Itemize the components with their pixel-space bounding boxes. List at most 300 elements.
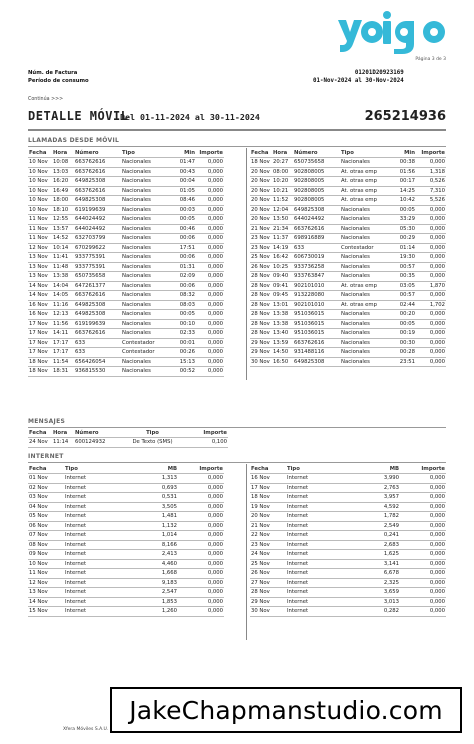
cell-amount: 0,000: [207, 608, 223, 615]
cell-number: 633: [75, 349, 86, 356]
call-row: [250, 186, 446, 196]
cell-date: 17 Nov: [29, 349, 48, 356]
cell-number: 632703799: [75, 235, 106, 242]
cell-amount: 0,000: [207, 541, 223, 548]
cell-type: Nacionales: [122, 168, 151, 175]
col-numero: Número: [75, 149, 99, 156]
internet-row: [250, 578, 446, 588]
cell-minutes: 00:06: [179, 254, 195, 261]
cell-date: 10 Nov: [29, 168, 48, 175]
cell-minutes: 00:10: [179, 320, 195, 327]
cell-type: Internet: [65, 494, 87, 501]
call-row: [28, 272, 224, 282]
cell-type: Internet: [65, 579, 87, 586]
cell-amount: 0,000: [207, 503, 223, 510]
cell-amount: 0,000: [207, 339, 223, 346]
cell-minutes: 00:06: [179, 235, 195, 242]
cell-type: Internet: [287, 494, 309, 501]
cell-date: 26 Nov: [251, 263, 270, 270]
cell-type: Internet: [287, 522, 309, 529]
cell-amount: 0,000: [429, 330, 445, 337]
call-row: [28, 224, 224, 234]
cell-date: 08 Nov: [29, 541, 48, 548]
cell-time: 09:40: [273, 273, 289, 280]
cell-time: 09:41: [273, 282, 289, 289]
call-row: [28, 253, 224, 263]
cell-date: 16 Nov: [29, 311, 48, 318]
cell-type: Contestador: [341, 244, 374, 251]
cell-amount: 0,000: [207, 320, 223, 327]
cell-mb: 2,549: [383, 522, 399, 529]
cell-date: 20 Nov: [251, 513, 270, 520]
internet-column-divider: [246, 464, 247, 640]
cell-date: 25 Nov: [251, 560, 270, 567]
cell-type: Nacionales: [341, 320, 370, 327]
cell-type: Nacionales: [341, 216, 370, 223]
col-hora: Hora: [273, 149, 288, 156]
col-min: Min: [404, 149, 415, 156]
cell-number: 663762616: [75, 159, 106, 166]
cell-type: Contestador: [122, 339, 155, 346]
cell-minutes: 08:46: [179, 197, 195, 204]
cell-amount: 0,000: [429, 358, 445, 365]
cell-mb: 3,141: [383, 560, 399, 567]
cell-number: 650735658: [75, 273, 106, 280]
cell-time: 18:31: [53, 368, 69, 375]
cell-date: 10 Nov: [29, 197, 48, 204]
cell-mb: 1,260: [161, 608, 177, 615]
cell-type: Nacionales: [122, 320, 151, 327]
cell-mb: 9,183: [161, 579, 177, 586]
cell-amount: 0,000: [429, 503, 445, 510]
cell-date: 10 Nov: [29, 560, 48, 567]
cell-date: 04 Nov: [29, 503, 48, 510]
messages-table: [28, 428, 228, 448]
cell-type: Nacionales: [122, 263, 151, 270]
cell-time: 21:34: [273, 225, 289, 232]
cell-date: 16 Nov: [29, 301, 48, 308]
cell-amount: 0,000: [429, 598, 445, 605]
cell-amount: 5,526: [429, 197, 445, 204]
cell-type: Nacionales: [122, 292, 151, 299]
cell-time: 11:48: [53, 263, 69, 270]
cell-amount: 0,000: [207, 475, 223, 482]
cell-number: 902101010: [294, 301, 325, 308]
cell-amount: 0,000: [207, 494, 223, 501]
call-row: [250, 310, 446, 320]
cell-type: Internet: [65, 608, 87, 615]
cell-date: 30 Nov: [251, 608, 270, 615]
cell-time: 11:37: [273, 235, 289, 242]
cell-minutes: 00:05: [179, 216, 195, 223]
call-row: [250, 205, 446, 215]
cell-time: 14:52: [53, 235, 69, 242]
cell-date: 20 Nov: [251, 206, 270, 213]
internet-row: [250, 474, 446, 484]
cell-number: 933775391: [75, 263, 106, 270]
cell-time: 14:50: [273, 349, 289, 356]
call-row: [28, 291, 224, 301]
cell-mb: 0,693: [161, 484, 177, 491]
cell-type: Nacionales: [122, 187, 151, 194]
cell-amount: 0,000: [207, 349, 223, 356]
cell-minutes: 00:06: [179, 282, 195, 289]
cell-date: 20 Nov: [251, 187, 270, 194]
cell-amount: 0,000: [429, 292, 445, 299]
cell-mb: 2,325: [383, 579, 399, 586]
cell-time: 13:01: [273, 301, 289, 308]
cell-type: Internet: [287, 560, 309, 567]
cell-amount: 0,000: [429, 589, 445, 596]
call-row: [250, 234, 446, 244]
cell-type: Internet: [65, 475, 87, 482]
cell-date: 03 Nov: [29, 494, 48, 501]
cell-amount: 0,000: [207, 330, 223, 337]
calls-column-divider: [246, 148, 247, 380]
call-row: [250, 357, 446, 367]
cell-minutes: 19:30: [399, 254, 415, 261]
calls-section-divider: [28, 146, 446, 147]
cell-date: 28 Nov: [251, 320, 270, 327]
cell-minutes: 01:56: [399, 168, 415, 175]
cell-number: 647261377: [75, 282, 106, 289]
cell-number: 650735658: [294, 159, 325, 166]
cell-number: 902808005: [294, 178, 325, 185]
cell-amount: 0,000: [429, 484, 445, 491]
cell-minutes: 03:05: [399, 282, 415, 289]
cell-number: 649825308: [75, 311, 106, 318]
cell-amount: 1,318: [429, 168, 445, 175]
cell-type: At. otras emp: [341, 301, 377, 308]
cell-type: Internet: [65, 560, 87, 567]
cell-type: Internet: [287, 513, 309, 520]
cell-minutes: 01:47: [179, 159, 195, 166]
cell-number: 663762616: [75, 168, 106, 175]
cell-type: Nacionales: [122, 330, 151, 337]
cell-type: Internet: [65, 522, 87, 529]
cell-type: Nacionales: [341, 159, 370, 166]
cell-minutes: 00:01: [179, 339, 195, 346]
cell-time: 14:11: [53, 330, 69, 337]
cell-date: 28 Nov: [251, 311, 270, 318]
call-row: [28, 205, 224, 215]
detail-date-range: Del 01-11-2024 al 30-11-2024: [120, 112, 260, 122]
internet-row: [250, 483, 446, 493]
call-row: [28, 319, 224, 329]
col-tipo: Tipo: [341, 149, 354, 156]
cell-date: 01 Nov: [29, 475, 48, 482]
cell-number: 649825308: [75, 197, 106, 204]
cell-amount: 0,000: [429, 254, 445, 261]
cell-date: 18 Nov: [251, 159, 270, 166]
col-importe: Importe: [421, 465, 445, 472]
cell-mb: 3,505: [161, 503, 177, 510]
cell-type: At. otras emp: [341, 187, 377, 194]
cell-date: 25 Nov: [251, 254, 270, 261]
cell-number: 931488116: [294, 349, 325, 356]
cell-amount: 0,000: [207, 551, 223, 558]
internet-row: [28, 540, 224, 550]
cell-amount: 0,000: [429, 532, 445, 539]
cell-type: Internet: [65, 541, 87, 548]
cell-minutes: 00:03: [179, 206, 195, 213]
col-fecha: Fecha: [251, 149, 269, 156]
cell-type: Internet: [65, 551, 87, 558]
internet-table-left: [28, 464, 224, 617]
cell-mb: 8,166: [161, 541, 177, 548]
cell-time: 10:08: [53, 159, 69, 166]
cell-time: 12:04: [273, 206, 289, 213]
cell-mb: 6,678: [383, 570, 399, 577]
cell-type: Nacionales: [122, 235, 151, 242]
cell-amount: 0,000: [207, 513, 223, 520]
cell-date: 11 Nov: [29, 235, 48, 242]
cell-amount: 0,000: [429, 513, 445, 520]
call-row: [28, 177, 224, 187]
cell-type: Internet: [287, 579, 309, 586]
cell-number: 933775391: [75, 254, 106, 261]
cell-number: 663762616: [75, 187, 106, 194]
cell-mb: 1,014: [161, 532, 177, 539]
cell-number: 933736258: [294, 263, 325, 270]
watermark-banner: JakeChapmanstudio.com: [110, 687, 462, 733]
internet-row: [28, 550, 224, 560]
cell-amount: 0,000: [207, 570, 223, 577]
cell-amount: 0,000: [429, 273, 445, 280]
cell-type: At. otras emp: [341, 178, 377, 185]
cell-time: 11:41: [53, 254, 69, 261]
cell-date: 14 Nov: [29, 292, 48, 299]
cell-minutes: 00:57: [399, 292, 415, 299]
cell-date: 17 Nov: [251, 484, 270, 491]
cell-type: Internet: [287, 484, 309, 491]
cell-mb: 3,957: [383, 494, 399, 501]
internet-row: [250, 531, 446, 541]
cell-minutes: 14:25: [399, 187, 415, 194]
cell-time: 10:14: [53, 244, 69, 251]
cell-type: Nacionales: [122, 206, 151, 213]
cell-mb: 2,763: [383, 484, 399, 491]
cell-number: 902101010: [294, 282, 325, 289]
col-fecha: Fecha: [29, 429, 47, 436]
cell-time: 10:21: [273, 187, 289, 194]
cell-date: 18 Nov: [29, 358, 48, 365]
cell-time: 13:50: [273, 216, 289, 223]
cell-amount: 0,000: [207, 292, 223, 299]
cell-time: 20:27: [273, 159, 289, 166]
cell-number: 933763847: [294, 273, 325, 280]
cell-time: 13:40: [273, 330, 289, 337]
calls-section-title: LLAMADAS DESDE MÓVIL: [28, 137, 120, 144]
cell-mb: 1,625: [383, 551, 399, 558]
col-min: Min: [184, 149, 195, 156]
internet-row: [250, 512, 446, 522]
cell-date: 09 Nov: [29, 551, 48, 558]
cell-type: Nacionales: [122, 178, 151, 185]
call-row: [250, 224, 446, 234]
cell-amount: 0,000: [207, 484, 223, 491]
cell-date: 28 Nov: [251, 301, 270, 308]
cell-date: 15 Nov: [29, 608, 48, 615]
cell-type: Internet: [65, 598, 87, 605]
cell-type: Nacionales: [341, 254, 370, 261]
title-divider: [28, 129, 446, 131]
continued-label: Continúa >>>: [28, 97, 64, 102]
cell-minutes: 17:51: [179, 244, 195, 251]
cell-minutes: 08:32: [179, 292, 195, 299]
col-fecha: Fecha: [29, 149, 47, 156]
cell-minutes: 00:29: [399, 235, 415, 242]
cell-date: 24 Nov: [251, 551, 270, 558]
calls-header-row: [28, 148, 224, 158]
internet-header-row: [28, 464, 224, 474]
cell-amount: 0,000: [429, 522, 445, 529]
cell-minutes: 00:28: [399, 349, 415, 356]
cell-minutes: 02:44: [399, 301, 415, 308]
cell-mb: 1,481: [161, 513, 177, 520]
cell-mb: 3,013: [383, 598, 399, 605]
cell-type: Internet: [287, 570, 309, 577]
cell-date: 17 Nov: [29, 320, 48, 327]
cell-date: 19 Nov: [251, 503, 270, 510]
cell-minutes: 00:30: [399, 339, 415, 346]
cell-type: Internet: [287, 608, 309, 615]
cell-amount: 0,000: [429, 349, 445, 356]
cell-date: 28 Nov: [251, 292, 270, 299]
cell-number: 656426054: [75, 358, 106, 365]
col-importe: Importe: [203, 429, 227, 436]
call-row: [250, 272, 446, 282]
cell-mb: 2,413: [161, 551, 177, 558]
cell-type: De Texto (SMS): [132, 439, 173, 446]
internet-row: [28, 559, 224, 569]
cell-minutes: 00:19: [399, 330, 415, 337]
header-values: [313, 70, 404, 85]
cell-type: Internet: [65, 484, 87, 491]
cell-date: 17 Nov: [29, 330, 48, 337]
cell-time: 14:04: [53, 282, 69, 289]
cell-type: Internet: [287, 551, 309, 558]
cell-amount: 0,000: [429, 320, 445, 327]
cell-amount: 0,000: [207, 301, 223, 308]
cell-date: 14 Nov: [29, 282, 48, 289]
cell-amount: 0,000: [429, 560, 445, 567]
cell-minutes: 15:13: [179, 358, 195, 365]
invoice-number-value: 01201D20923169: [354, 70, 404, 76]
cell-date: 26 Nov: [251, 570, 270, 577]
cell-type: Nacionales: [122, 254, 151, 261]
cell-date: 28 Nov: [251, 273, 270, 280]
cell-date: 13 Nov: [29, 273, 48, 280]
internet-row: [28, 531, 224, 541]
cell-number: 606730019: [294, 254, 325, 261]
cell-time: 18:10: [53, 206, 69, 213]
cell-time: 18:00: [53, 197, 69, 204]
cell-date: 24 Nov: [29, 439, 48, 446]
cell-date: 28 Nov: [251, 330, 270, 337]
cell-number: 649825308: [294, 206, 325, 213]
cell-minutes: 00:05: [179, 311, 195, 318]
cell-time: 14:19: [273, 244, 289, 251]
internet-row: [250, 502, 446, 512]
call-row: [250, 253, 446, 263]
cell-amount: 0,000: [429, 551, 445, 558]
call-row: [28, 348, 224, 358]
cell-number: 600124932: [75, 439, 106, 446]
internet-row: [250, 521, 446, 531]
footer-company: Xfera Móviles S.A.U.: [63, 727, 109, 732]
cell-number: 913228080: [294, 292, 325, 299]
internet-row: [250, 540, 446, 550]
cell-amount: 0,000: [429, 579, 445, 586]
cell-number: 633: [294, 244, 305, 251]
internet-row: [28, 512, 224, 522]
cell-time: 17:17: [53, 349, 69, 356]
cell-type: Nacionales: [122, 273, 151, 280]
internet-row: [250, 493, 446, 503]
cell-minutes: 01:05: [179, 187, 195, 194]
cell-mb: 3,659: [383, 589, 399, 596]
cell-date: 11 Nov: [29, 570, 48, 577]
cell-date: 18 Nov: [29, 368, 48, 375]
cell-minutes: 23:51: [399, 358, 415, 365]
cell-amount: 0,000: [429, 159, 445, 166]
internet-table-right: [250, 464, 446, 617]
cell-time: 13:59: [273, 339, 289, 346]
call-row: [250, 348, 446, 358]
cell-type: Nacionales: [341, 339, 370, 346]
cell-type: Nacionales: [341, 330, 370, 337]
cell-time: 11:16: [53, 301, 69, 308]
cell-amount: 0,000: [207, 216, 223, 223]
cell-number: 902808005: [294, 197, 325, 204]
cell-time: 13:38: [53, 273, 69, 280]
call-row: [250, 329, 446, 339]
cell-amount: 0,000: [429, 541, 445, 548]
internet-row: [250, 550, 446, 560]
call-row: [250, 319, 446, 329]
call-row: [28, 186, 224, 196]
cell-date: 07 Nov: [29, 532, 48, 539]
cell-type: Nacionales: [341, 358, 370, 365]
cell-time: 13:57: [53, 225, 69, 232]
cell-amount: 0,000: [207, 273, 223, 280]
cell-mb: 0,241: [383, 532, 399, 539]
cell-time: 11:56: [53, 320, 69, 327]
cell-time: 16:50: [273, 358, 289, 365]
cell-minutes: 01:14: [399, 244, 415, 251]
cell-time: 17:17: [53, 339, 69, 346]
cell-amount: 0,100: [211, 439, 227, 446]
cell-amount: 0,000: [429, 235, 445, 242]
messages-section-title: MENSAJES: [28, 418, 66, 425]
call-row: [28, 329, 224, 339]
internet-row: [250, 559, 446, 569]
cell-type: Nacionales: [341, 206, 370, 213]
cell-number: 649825308: [75, 178, 106, 185]
call-row: [250, 338, 446, 348]
cell-number: 951036015: [294, 330, 325, 337]
internet-row: [28, 521, 224, 531]
cell-date: 22 Nov: [251, 532, 270, 539]
cell-date: 05 Nov: [29, 513, 48, 520]
message-row: [28, 438, 228, 448]
cell-type: Nacionales: [122, 159, 151, 166]
cell-type: Internet: [65, 570, 87, 577]
cell-amount: 1,870: [429, 282, 445, 289]
internet-row: [28, 588, 224, 598]
cell-date: 23 Nov: [251, 235, 270, 242]
